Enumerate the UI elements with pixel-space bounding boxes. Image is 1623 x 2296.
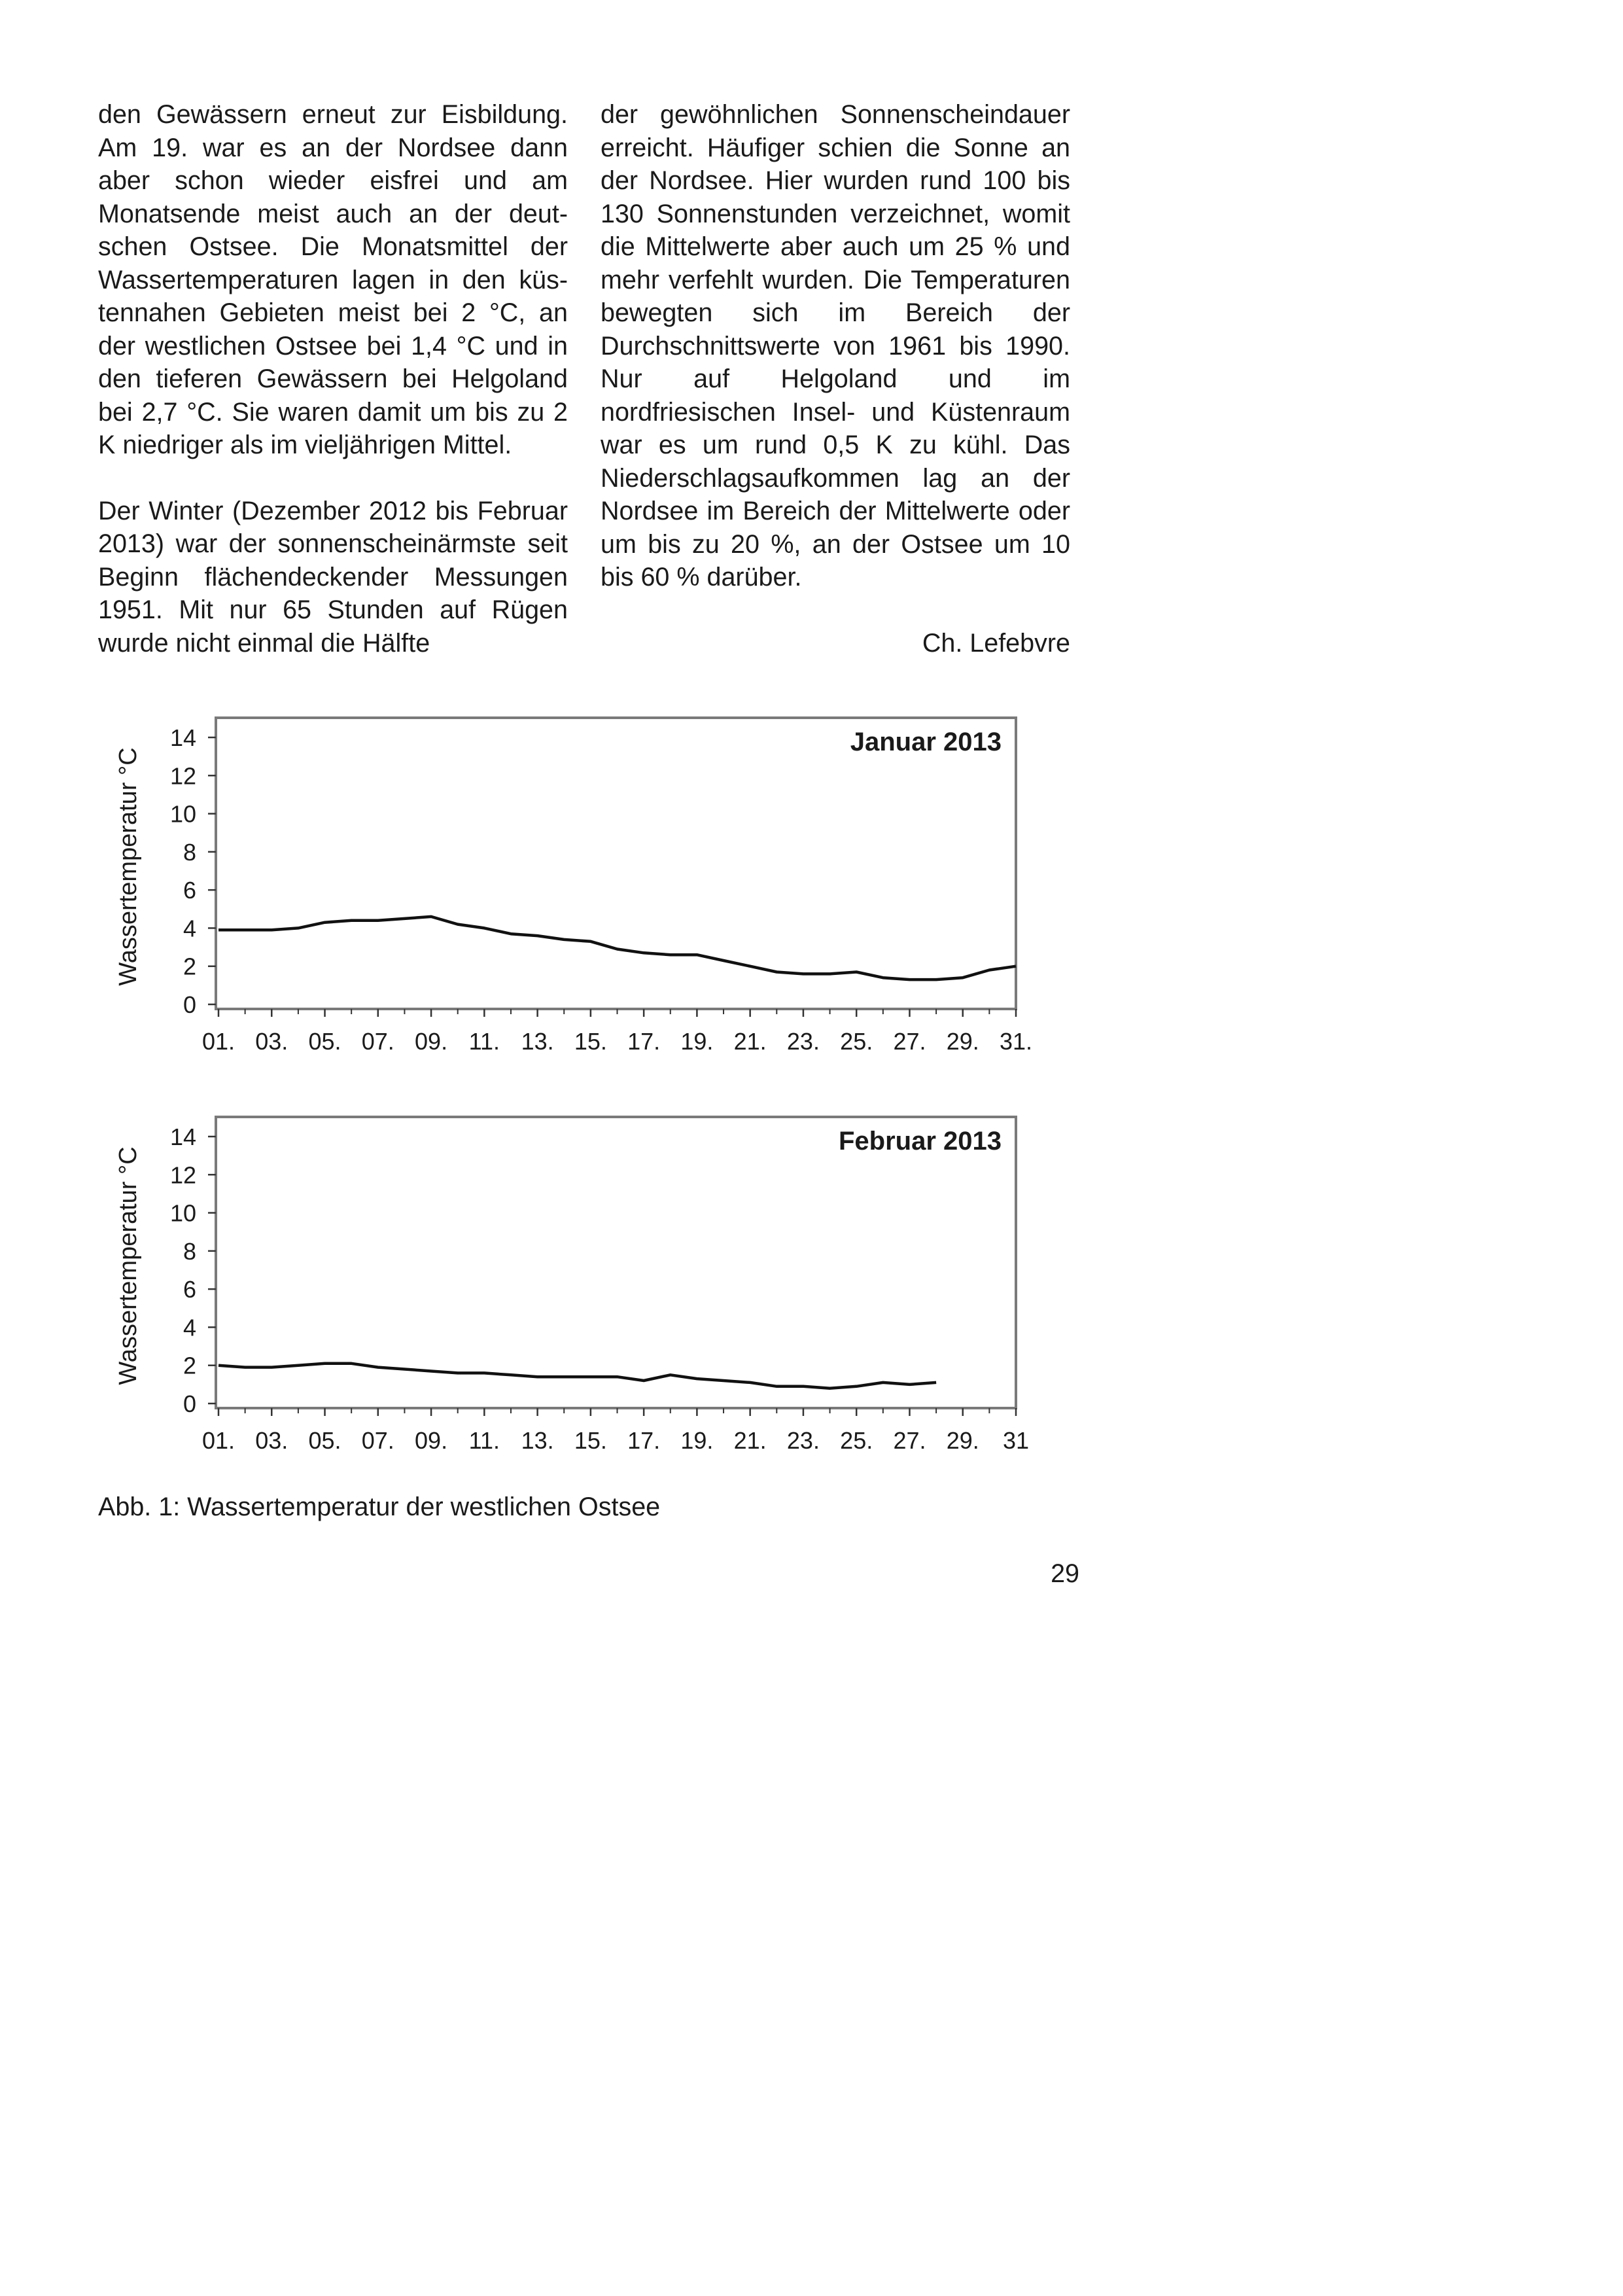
x-tick-label: 25.: [840, 1427, 873, 1454]
y-axis-label: Wassertemperatur °C: [114, 747, 142, 986]
series-line: [218, 1364, 936, 1388]
x-tick-label: 21.: [733, 1028, 767, 1055]
author-signature: Ch. Lefebvre: [922, 628, 1070, 658]
x-tick-label: 23.: [786, 1028, 820, 1055]
y-tick-label: 12: [169, 1161, 196, 1189]
figure-caption: Abb. 1: Wassertemperatur der westlichen Ostsee: [98, 1492, 661, 1521]
y-tick-label: 0: [183, 1390, 196, 1417]
chart-januar: [98, 703, 1047, 1057]
x-tick-label: 07.: [361, 1427, 394, 1454]
paragraph: der gewöhnlichen Sonnenscheindauer erreicht. Häufiger schien die Sonne an der Nordsee. Hier wurden rund 100 bis 130 Sonnenstunden verzeichnet, womit die Mittelwerte aber auch um 25 % und mehr verfehlt wurden. Die Temperaturen bewegten sich im Bereich der Durchschnittswerte von 1961 bis 1990. Nur auf Helgoland und im nordfriesischen Insel- und Küstenraum war es um rund 0,5 K zu kühl. Das Niederschlagsaufkommen lag an der Nordsee im Bereich der Mittelwerte oder um bis zu 20 %, an der Ostsee um 10 bis 60 % darüber.: [601, 100, 1070, 592]
x-tick-label: 09.: [415, 1427, 448, 1454]
x-tick-label: 19.: [680, 1028, 714, 1055]
y-tick-label: 2: [183, 953, 196, 980]
y-tick-label: 2: [183, 1352, 196, 1379]
chart-februar: [98, 1103, 1047, 1456]
chart-title: Januar 2013: [850, 728, 1002, 756]
y-tick-label: 10: [169, 800, 196, 828]
x-tick-label: 23.: [786, 1427, 820, 1454]
y-tick-label: 4: [183, 915, 196, 942]
y-tick-label: 14: [169, 1123, 196, 1150]
x-tick-label: 21.: [733, 1427, 767, 1454]
x-tick-label: 05.: [308, 1427, 341, 1454]
chart-februar-svg: [98, 1103, 1047, 1456]
plot-frame: [216, 718, 1016, 1009]
x-tick-label: 13.: [521, 1427, 554, 1454]
text-column-left: [98, 98, 568, 660]
x-tick-label: 25.: [840, 1028, 873, 1055]
x-tick-label: 27.: [893, 1427, 926, 1454]
x-tick-label: 31: [1002, 1427, 1030, 1454]
y-tick-label: 12: [169, 762, 196, 790]
y-tick-label: 6: [183, 877, 196, 904]
x-tick-label: 29.: [946, 1028, 979, 1055]
x-tick-label: 17.: [627, 1427, 661, 1454]
chart-title: Februar 2013: [838, 1127, 1002, 1156]
x-tick-label: 27.: [893, 1028, 926, 1055]
y-tick-label: 8: [183, 1237, 196, 1265]
x-tick-label: 31.: [999, 1028, 1033, 1055]
series-line: [218, 917, 1016, 980]
y-tick-label: 10: [169, 1199, 196, 1227]
x-tick-label: 29.: [946, 1427, 979, 1454]
x-tick-label: 17.: [627, 1028, 661, 1055]
x-tick-label: 19.: [680, 1427, 714, 1454]
x-tick-label: 11.: [468, 1028, 500, 1055]
y-tick-label: 14: [169, 724, 196, 751]
paragraph: Der Winter (Dezember 2012 bis Februar 2013) war der sonnenscheinärmste seit Beginn flächendeckender Messungen 1951. Mit nur 65 Stunden auf Rügen wurde nicht einmal die Hälfte: [98, 496, 568, 658]
x-tick-label: 03.: [255, 1427, 288, 1454]
x-tick-label: 07.: [361, 1028, 394, 1055]
x-tick-label: 11.: [468, 1427, 500, 1454]
x-tick-label: 01.: [201, 1028, 236, 1055]
x-tick-label: 13.: [521, 1028, 554, 1055]
y-tick-label: 6: [183, 1276, 196, 1303]
paragraph: den Gewässern erneut zur Eisbildung. Am 19. war es an der Nordsee dann aber schon wieder eisfrei und am Monatsende meist auch an der deutschen Ostsee. Die Monatsmittel der Wassertemperaturen lagen in den küstennahen Gebieten meist bei 2 °C, an der westlichen Ostsee bei 1,4 °C und in den tieferen Gewässern bei Helgoland bei 2,7 °C. Sie waren damit um bis zu 2 K niedriger als im vieljährigen Mittel.: [98, 100, 568, 459]
x-tick-label: 01.: [201, 1427, 236, 1454]
y-tick-label: 8: [183, 838, 196, 866]
x-tick-label: 05.: [308, 1028, 341, 1055]
y-axis-label: Wassertemperatur °C: [114, 1146, 142, 1385]
y-tick-label: 0: [183, 991, 196, 1018]
x-tick-label: 15.: [574, 1028, 607, 1055]
x-tick-label: 03.: [255, 1028, 288, 1055]
page-number: 29: [1051, 1559, 1079, 1588]
chart-januar-svg: [98, 703, 1047, 1057]
x-tick-label: 09.: [415, 1028, 448, 1055]
text-column-right: [601, 98, 1070, 660]
y-tick-label: 4: [183, 1314, 196, 1341]
x-tick-label: 15.: [574, 1427, 607, 1454]
